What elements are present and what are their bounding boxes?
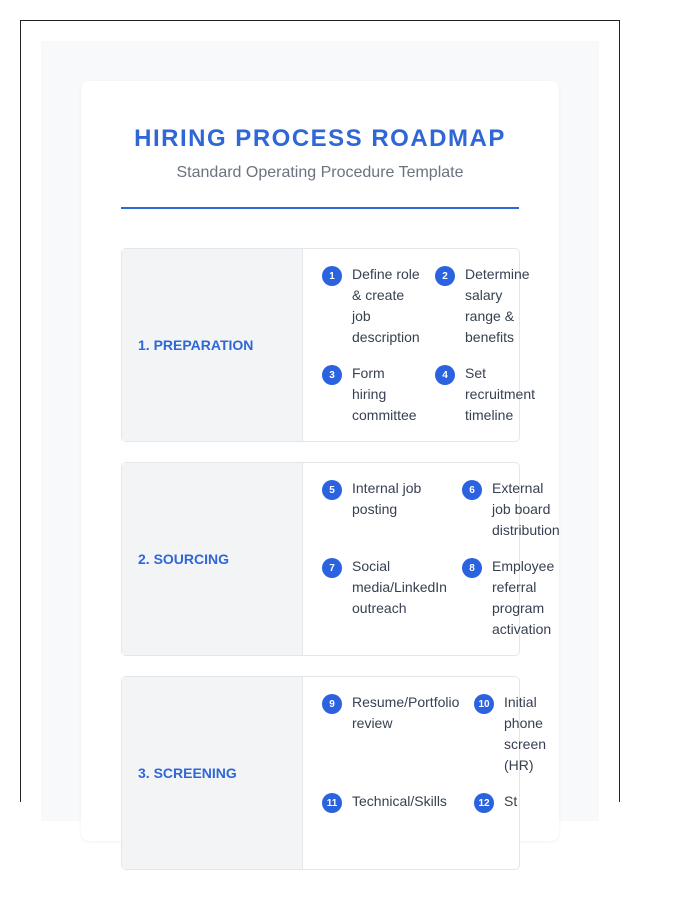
step-item bbox=[435, 266, 535, 348]
step-text: Internal job posting bbox=[352, 480, 422, 517]
step-number-badge: 9 bbox=[322, 694, 342, 714]
stage-label: 2. SOURCING bbox=[138, 551, 230, 567]
page-subtitle: Standard Operating Procedure Template bbox=[176, 164, 464, 181]
step-number-badge: 7 bbox=[322, 558, 342, 578]
step-text: Resume/Portfolio review bbox=[352, 694, 460, 731]
step-number-badge: 10 bbox=[474, 694, 494, 714]
page-background bbox=[41, 41, 599, 821]
stage-sourcing bbox=[121, 462, 560, 656]
step-number-badge: 1 bbox=[322, 266, 342, 286]
step-text: Technical/Skills bbox=[352, 793, 447, 809]
roadmap-header bbox=[121, 81, 519, 209]
step-text: Form hiring committee bbox=[352, 365, 417, 423]
stage-label: 1. PREPARATION bbox=[138, 337, 254, 353]
step-item bbox=[322, 694, 472, 734]
step-text: Determine salary range & benefits bbox=[465, 266, 530, 345]
step-item bbox=[435, 365, 535, 426]
roadmap-card bbox=[81, 81, 559, 841]
stage-label: 3. SCREENING bbox=[138, 765, 237, 781]
step-number-badge: 2 bbox=[435, 266, 455, 286]
step-item bbox=[462, 480, 562, 541]
step-text: St bbox=[504, 793, 518, 809]
stage-label-panel bbox=[122, 249, 303, 441]
step-number-badge: 4 bbox=[435, 365, 455, 385]
stage-screening bbox=[121, 676, 547, 870]
step-text: Initial phone screen (HR) bbox=[504, 694, 547, 773]
step-text: Define role & create job description bbox=[352, 266, 420, 345]
step-number-badge: 11 bbox=[322, 793, 342, 813]
step-text: Set recruitment timeline bbox=[465, 365, 536, 423]
step-number-badge: 3 bbox=[322, 365, 342, 385]
step-item bbox=[474, 793, 574, 813]
stage-label-panel bbox=[122, 677, 303, 869]
step-item bbox=[322, 793, 472, 813]
step-number-badge: 6 bbox=[462, 480, 482, 500]
step-item bbox=[462, 558, 562, 640]
step-text: Social media/LinkedIn outreach bbox=[352, 558, 447, 616]
step-number-badge: 8 bbox=[462, 558, 482, 578]
step-number-badge: 12 bbox=[474, 793, 494, 813]
step-number-badge: 5 bbox=[322, 480, 342, 500]
step-item bbox=[322, 266, 422, 348]
document-frame bbox=[20, 20, 620, 809]
step-text: External job board distribution bbox=[492, 480, 560, 538]
step-item bbox=[474, 694, 574, 776]
stage-preparation bbox=[121, 248, 536, 442]
step-item bbox=[322, 480, 457, 520]
step-item bbox=[322, 558, 457, 619]
page-title: HIRING PROCESS ROADMAP bbox=[134, 125, 506, 152]
step-item bbox=[322, 365, 422, 426]
stage-label-panel bbox=[122, 463, 303, 655]
step-text: Employee referral program activation bbox=[492, 558, 555, 637]
